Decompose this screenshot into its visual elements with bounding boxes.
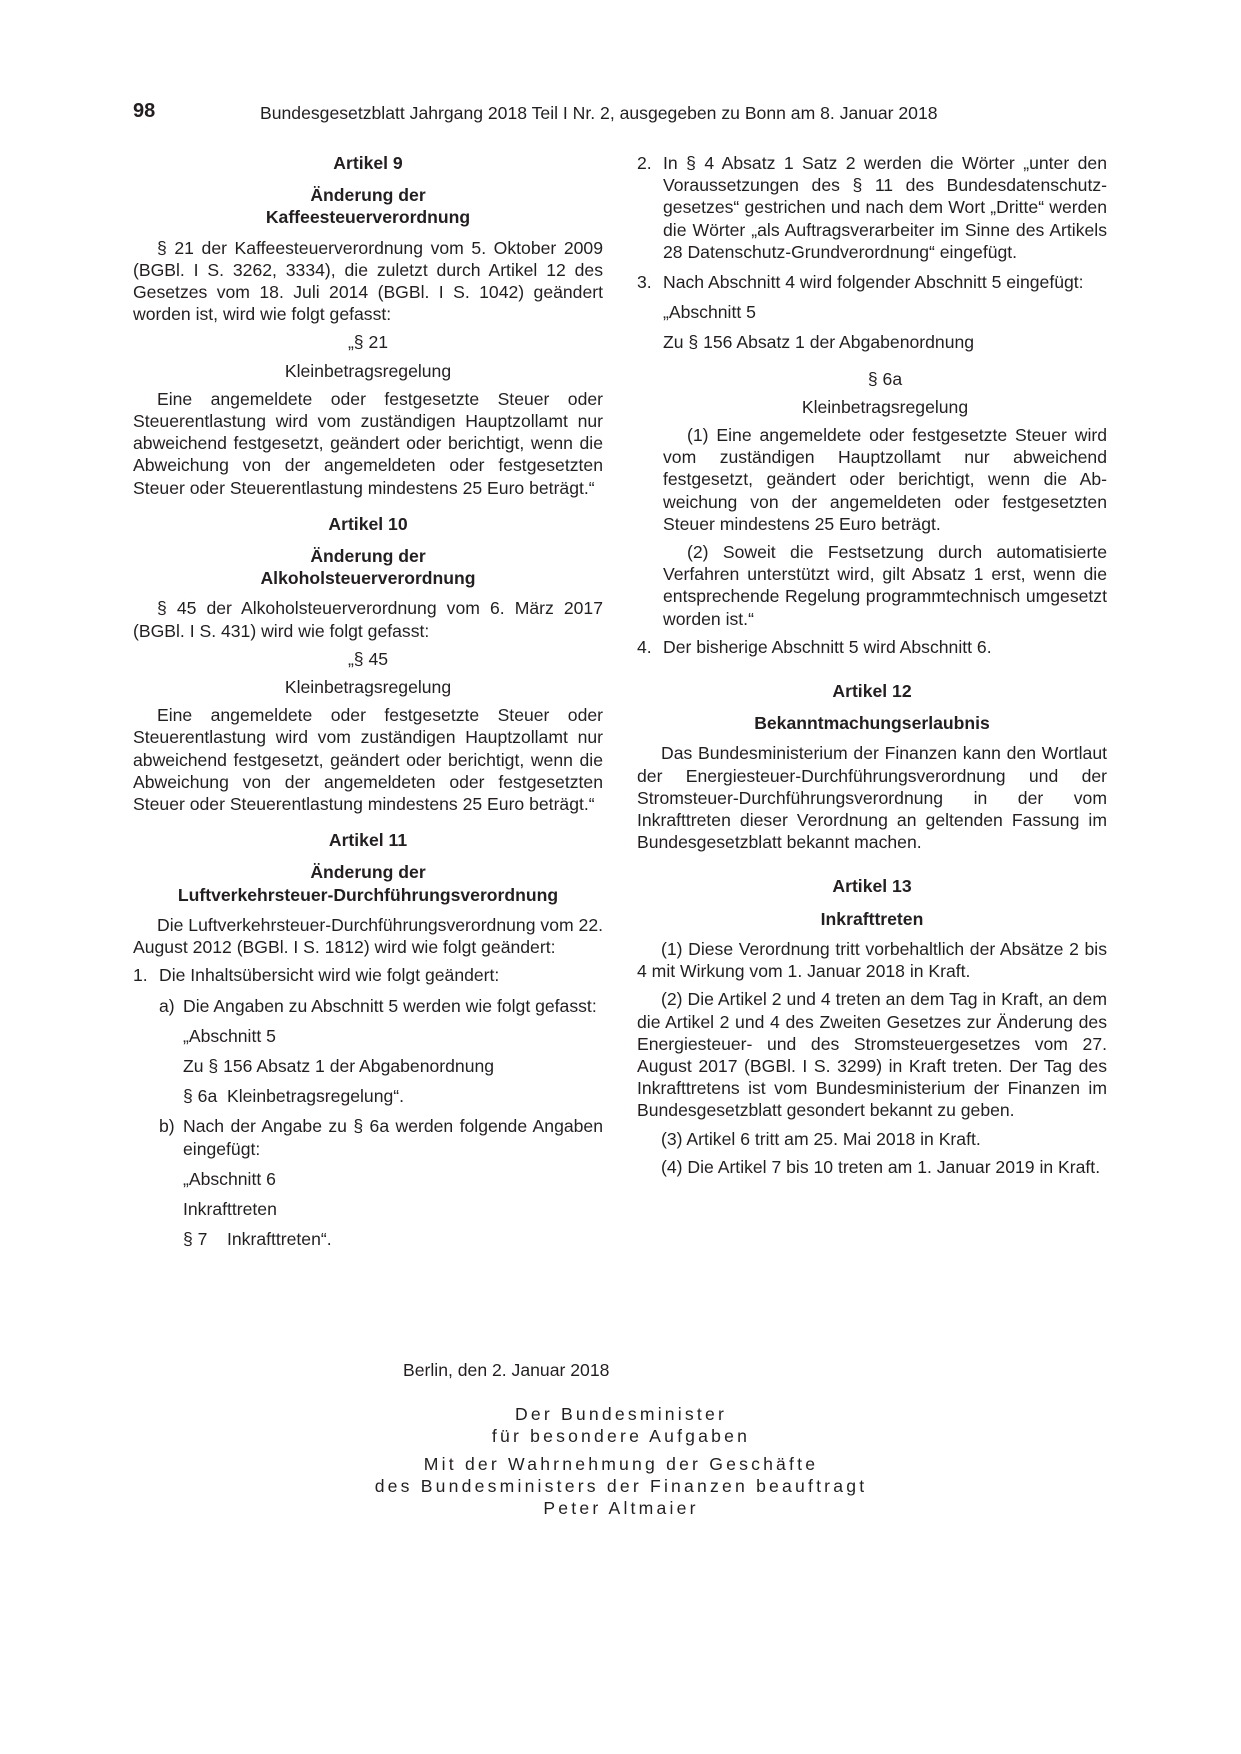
item-number: 2. bbox=[637, 153, 652, 173]
article-number: Artikel 12 bbox=[832, 681, 912, 702]
quoted-line: „Abschnitt 5 bbox=[663, 302, 756, 323]
article-title: Bekanntmachungserlaubnis bbox=[754, 713, 990, 734]
section-title: Kleinbetragsregelung bbox=[284, 677, 452, 698]
left-column bbox=[133, 152, 603, 1258]
section-number: „§ 21 bbox=[347, 332, 389, 353]
list-item bbox=[637, 152, 1107, 263]
article-paragraph: (2) Die Artikel 2 und 4 treten an dem Tag in Kraft, an dem die Artikel 2 und 4 des Zweiten Gesetzes zur Änderung des Energiesteuer- und des Stromsteuergesetzes vom 27. August 2017 (BGBl. I S. 3299) in Kraft treten. Der Tag des Inkrafttretens ist vom Bundesministerium der Finanzen im Bundesgesetzblatt gesondert bekannt zu geben. bbox=[637, 989, 1107, 1121]
sub-item-text: Nach der Angabe zu § 6a werden folgende Angaben eingefügt: bbox=[183, 1116, 603, 1159]
article-paragraph: (4) Die Artikel 7 bis 10 treten am 1. Januar 2019 in Kraft. bbox=[661, 1156, 1101, 1177]
quoted-line: „Abschnitt 5 bbox=[183, 1025, 276, 1046]
item-text: In § 4 Absatz 1 Satz 2 werden die Wörter „unter den Voraussetzungen des § 11 des Bundesdatenschutzgesetzes“ gestrichen und nach dem Wort „Dritte“ werden die Wörter „als Auftragsverarbeiter im Sinne des Artikels 28 Datenschutz-Grundverordnung“ eingefügt. bbox=[663, 153, 1107, 262]
article-intro: § 45 der Alkoholsteuerverordnung vom 6. März 2017 (BGBl. I S. 431) wird wie folgt gefasst: bbox=[133, 598, 603, 641]
item-number: 1. bbox=[133, 965, 148, 986]
right-column bbox=[637, 152, 1107, 1184]
signatory-title: Mit der Wahrnehmung der Geschäfte bbox=[423, 1454, 819, 1474]
signatory-title: Der Bundesminister bbox=[514, 1404, 728, 1424]
article-text: Das Bundesministerium der Finanzen kann den Wortlaut der Energiesteuer-Durchführungsverordnung und der Stromsteuer-Durchführungsverordnung in der vom Inkrafttreten dieser Verordnung an geltenden Fassung im Bundesgesetzblatt bekannt machen. bbox=[637, 743, 1107, 853]
list-item bbox=[637, 636, 1107, 658]
article-paragraph: (1) Diese Verordnung tritt vorbehaltlich der Absätze 2 bis 4 mit Wirkung vom 1. Januar 2018 in Kraft. bbox=[637, 938, 1107, 982]
article-title: Änderung der bbox=[310, 546, 426, 567]
sub-item bbox=[133, 995, 603, 1017]
section-title: Kleinbetragsregelung bbox=[284, 360, 452, 381]
quoted-line: Inkrafttreten bbox=[183, 1198, 277, 1219]
quoted-section: § 6a bbox=[183, 1086, 218, 1107]
item-number: 3. bbox=[637, 272, 652, 293]
sub-item-letter: a) bbox=[159, 995, 175, 1016]
page-header bbox=[133, 100, 983, 126]
item-number: 4. bbox=[637, 636, 652, 657]
sub-item-letter: b) bbox=[159, 1116, 175, 1137]
article-11 bbox=[133, 829, 603, 1250]
list-item bbox=[133, 964, 603, 986]
article-paragraph: (3) Artikel 6 tritt am 25. Mai 2018 in Kraft. bbox=[661, 1128, 981, 1149]
section-title: Kleinbetragsregelung bbox=[801, 396, 969, 417]
section-number: § 6a bbox=[867, 368, 903, 389]
signatory-title: für besondere Aufgaben bbox=[491, 1426, 751, 1446]
item-text: Die Inhaltsübersicht wird wie folgt geändert: bbox=[159, 965, 500, 986]
article-title: Kaffeesteuerverordnung bbox=[265, 207, 471, 228]
article-title: Änderung der bbox=[310, 862, 426, 883]
quoted-line bbox=[133, 1085, 603, 1107]
quoted-line: Zu § 156 Absatz 1 der Abgabenordnung bbox=[663, 332, 975, 353]
section-number: „§ 45 bbox=[347, 648, 389, 669]
quoted-section-title: Kleinbetragsregelung“. bbox=[227, 1086, 405, 1107]
article-number: Artikel 9 bbox=[333, 153, 403, 173]
quoted-line: Zu § 156 Absatz 1 der Abgabenordnung bbox=[183, 1055, 495, 1076]
article-10 bbox=[133, 513, 603, 815]
sub-item-text: Die Angaben zu Abschnitt 5 werden wie folgt gefasst: bbox=[183, 995, 597, 1016]
item-text: Nach Abschnitt 4 wird folgender Abschnitt 5 eingefügt: bbox=[663, 272, 1084, 293]
section-text: Eine angemeldete oder festgesetzte Steuer oder Steuerentlastung wird vom zuständigen Hauptzollamt nur abweichend festgesetzt, geändert oder berichtigt, wenn die Abweichung von der angemeldeten oder festgesetzten Steuer oder Steuerentlastung mindestens 25 Euro beträgt.“ bbox=[133, 705, 603, 815]
article-number: Artikel 11 bbox=[328, 830, 408, 851]
signatory-name: Peter Altmaier bbox=[543, 1498, 699, 1518]
signature-date: Berlin, den 2. Januar 2018 bbox=[403, 1360, 610, 1380]
article-title: Alkoholsteuerverordnung bbox=[260, 568, 476, 589]
list-item bbox=[637, 271, 1107, 293]
running-head: Bundesgesetzblatt Jahrgang 2018 Teil I Nr. 2, ausgegeben zu Bonn am 8. Januar 2018 bbox=[260, 103, 938, 123]
section-paragraph: (2) Soweit die Festsetzung durch automatisierte Verfahren unterstützt wird, gilt Absatz 1 erst, wenn die entsprechende Regelung programmtechnisch umgesetzt worden ist.“ bbox=[663, 542, 1107, 629]
article-title: Änderung der bbox=[310, 185, 426, 206]
article-12 bbox=[637, 680, 1107, 853]
section-text: Eine angemeldete oder festgesetzte Steuer oder Steuerentlastung wird vom zuständigen Hauptzollamt nur abweichend festgesetzt, geändert oder berichtigt, wenn die Abweichung von der angemeldeten oder festgesetzten Steuer oder Steuerentlastung mindestens 25 Euro beträgt.“ bbox=[133, 388, 603, 498]
sub-item bbox=[133, 1115, 603, 1159]
section-paragraph: (1) Eine angemeldete oder festgesetzte Steuer wird vom zuständigen Hauptzollamt nur abweichend festgesetzt, geändert oder berichtigt, wenn die Abweichung von der angemeldeten oder festgesetzten Steuer mindestens 25 Euro beträgt. bbox=[663, 425, 1107, 534]
article-title: Inkrafttreten bbox=[820, 908, 924, 929]
signatory-title: des Bundesministers der Finanzen beauftragt bbox=[374, 1476, 868, 1496]
quoted-section: § 7 bbox=[183, 1229, 208, 1250]
quoted-line bbox=[133, 1228, 603, 1250]
page-number: 98 bbox=[133, 100, 156, 122]
article-number: Artikel 10 bbox=[328, 513, 408, 534]
article-intro: Die Luftverkehrsteuer-Durchführungsverordnung vom 22. August 2012 (BGBl. I S. 1812) wird wie folgt geändert: bbox=[133, 914, 603, 958]
article-13 bbox=[637, 875, 1107, 1177]
item-text: Der bisherige Abschnitt 5 wird Abschnitt 6. bbox=[663, 636, 992, 657]
quoted-line: „Abschnitt 6 bbox=[183, 1168, 276, 1189]
article-intro: § 21 der Kaffeesteuerverordnung vom 5. Oktober 2009 (BGBl. I S. 3262, 3334), die zuletzt durch Artikel 12 des Gesetzes vom 18. Juli 2014 (BGBl. I S. 1042) geändert worden ist, wird wie folgt gefasst: bbox=[133, 237, 603, 325]
quoted-section-title: Inkrafttreten“. bbox=[227, 1229, 332, 1250]
article-title: Luftverkehrsteuer-Durchführungsverordnung bbox=[177, 884, 559, 905]
article-9 bbox=[133, 152, 603, 499]
article-number: Artikel 13 bbox=[832, 876, 912, 897]
